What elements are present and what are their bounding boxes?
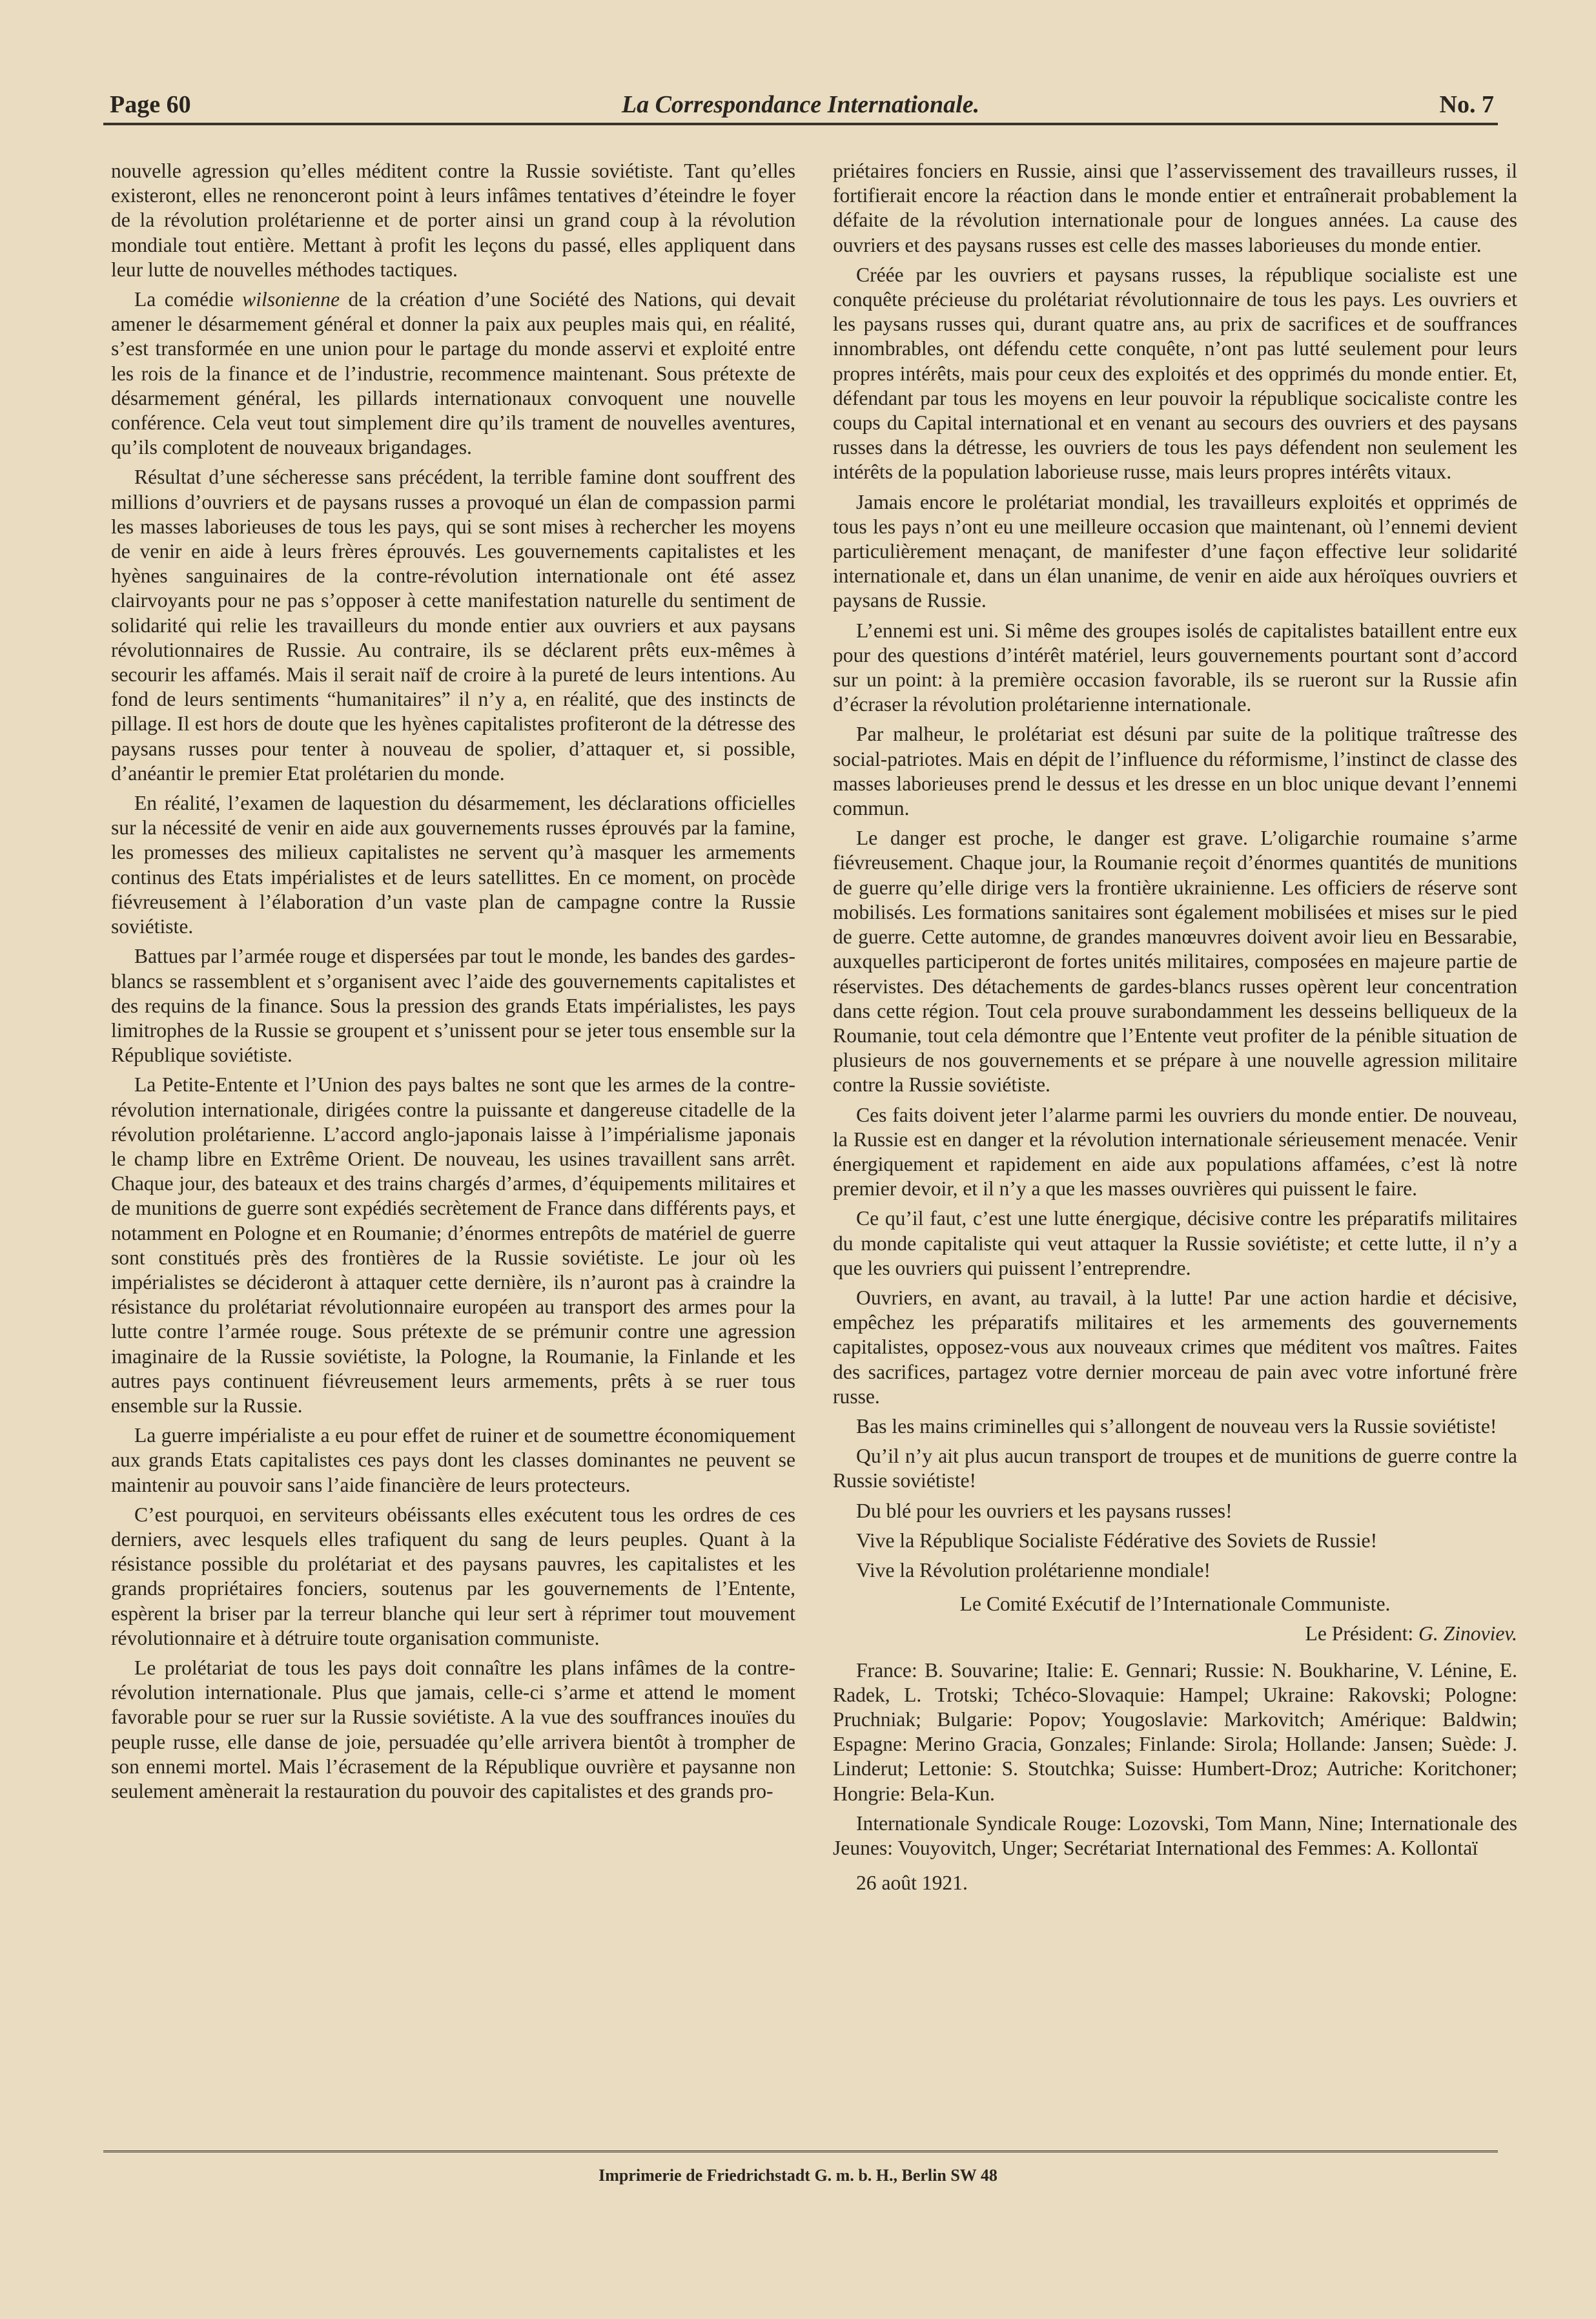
slogan: Bas les mains criminelles qui s’allongent de nouveau vers la Russie soviétiste!: [856, 1414, 1497, 1438]
right-column: [833, 159, 1517, 2122]
slogan: Du blé pour les ouvriers et les paysans russes!: [856, 1499, 1233, 1522]
paragraph: La guerre impérialiste a eu pour effet de ruiner et de soumettre économiquement aux grands Etats capitalistes ces pays dont les classes dominantes ne peuvent se maintenir au pouvoir sans l’aide financière de leurs protecteurs.: [111, 1424, 795, 1496]
paragraph: Ouvriers, en avant, au travail, à la lutte! Par une action hardie et décisive, empêchez les préparatifs militaires et les armements des gouvernements capitalistes, opposez-vous aux nouveaux crimes que méditent vos maîtres. Faites des sacrifices, partagez votre dernier morceau de pain avec votre infortuné frère russe.: [833, 1286, 1517, 1408]
left-column: [111, 159, 795, 2122]
printer-imprint: Imprimerie de Friedrichstadt G. m. b. H., Berlin SW 48: [598, 2166, 998, 2185]
emphasis: wilsonienne: [242, 288, 340, 311]
paragraph: priétaires fonciers en Russie, ainsi que l’asservissement des travailleurs russes, il fortifierait encore la réaction dans le monde entier et entraînerait probablement la défaite de la révolution internationale pour de longues années. La cause des ouvriers et des paysans russes est celle des masses laborieuses du monde entier.: [833, 160, 1517, 256]
paragraph: La comédie wilsonienne de la création d’une Société des Nations, qui devait amener le désarmement général et donner la paix aux peuples mais qui, en réalité, s’est transformée en une union pour le partage du monde asservi et exploité entre les rois de la finance et de l’industrie, recommence maintenant. Sous prétexte de désarmement général, les pillards internationaux convoquent une nouvelle conférence. Cela veut tout simplement dire qu’ils trament de nouvelles aventures, qu’ils complotent de nouveaux brigandages.: [111, 288, 795, 459]
slogan: Vive la Révolution prolétarienne mondiale!: [856, 1558, 1211, 1582]
paragraph: Le danger est proche, le danger est grave. L’oligarchie roumaine s’arme fiévreusement. Chaque jour, la Roumanie reçoit d’énormes quantités de munitions de guerre qu’elle dirige vers la frontière ukrainienne. Les officiers de réserve sont mobilisés. Les formations sanitaires sont également mobilisées et mises sur le pied de guerre. Cette automne, de grandes manœuvres doivent avoir lieu en Bessarabie, auxquelles participeront de fortes unités militaires, composées en majeure partie de réservistes. Des détachements de gardes-blancs russes opèrent leur concentration dans cette région. Tout cela prouve surabondamment les desseins belliqueux de la Roumanie, tout cela démontre que l’Entente veut profiter de la pénible situation de plusieurs de nos gouvernements et se prépare à une nouvelle agression militaire contre la Russie soviétiste.: [833, 827, 1517, 1097]
paragraph: En réalité, l’examen de laquestion du désarmement, les déclarations officielles sur la nécessité de venir en aide aux gouvernements russes éprouvés par la famine, les promesses des milieux capitalistes ne servent qu’à masquer les armements continus des Etats impérialistes et de leurs satellittes. En ce moment, on procède fiévreusement à l’élaboration d’un vaste plan de campagne contre la Russie soviétiste.: [111, 792, 795, 938]
president-line: Le Président: G. Zinoviev.: [1305, 1622, 1517, 1645]
issue-number: No. 7: [1439, 91, 1494, 118]
paragraph: Jamais encore le prolétariat mondial, les travailleurs exploités et opprimés de tous les pays n’ont eu une meilleure occasion que maintenant, où l’ennemi devient particulièrement menaçant, de manifester d’une façon effective leur solidarité internationale et, dans un élan unanime, de venir en aide aux héroïques ouvriers et paysans de Russie.: [833, 490, 1517, 612]
president-name: G. Zinoviev.: [1418, 1622, 1517, 1645]
publication-title: La Correspondance Internationale.: [621, 91, 980, 118]
slogan: Vive la République Socialiste Fédérative des Soviets de Russie!: [856, 1529, 1378, 1552]
footer-divider: [103, 2150, 1498, 2152]
paragraph: Le prolétariat de tous les pays doit connaître les plans infâmes de la contre-révolution internationale. Plus que jamais, celle-ci s’arme et attend le moment favorable pour se ruer sur la Russie soviétiste. A la vue des souffrances inouïes du peuple russe, elle danse de joie, persuadée qu’elle arrivera bientôt à trompher de son ennemi mortel. Mais l’écrasement de la République ouvrière et paysanne non seulement amènerait la restauration du pouvoir des capitalistes et des grands pro-: [111, 1656, 795, 1802]
slogan: Qu’il n’y ait plus aucun transport de troupes et de munitions de guerre contre la Russie soviétiste!: [833, 1445, 1517, 1492]
paragraph: Résultat d’une sécheresse sans précédent, la terrible famine dont souffrent des millions d’ouvriers et de paysans russes a provoqué un élan de compassion parmi les masses laborieuses de tous les pays, qui se sont mises à rechercher les moyens de venir en aide à leurs frères éprouvés. Les gouvernements capitalistes et les hyènes sanguinaires de la contre-révolution internationale ont été assez clairvoyants pour ne pas s’opposer à cette manifestation naturelle du sentiment de solidarité qui relie les travailleurs du monde entier aux ouvriers et aux paysans révolutionnaires de Russie. Au contraire, ils se déclarent prêts eux-mêmes à secourir les affamés. Mais il serait naïf de croire à la pureté de leurs intentions. Au fond de leurs sentiments “humanitaires” il n’y a, en réalité, que des instincts de pillage. Il est hors de doute que les hyènes capitalistes profiteront de la détresse des paysans russes pour tenter à nouveau de spolier, d’attaquer et, si possible, d’anéantir le premier Etat prolétarien du monde.: [111, 466, 795, 785]
paragraph: C’est pourquoi, en serviteurs obéissants elles exécutent tous les ordres de ces derniers, avec lesquels elles trafiquent du sang de leurs peuples. Quant à la résistance possible du prolétariat et des paysans pauvres, les capitalistes et les grands propriétaires fonciers, soutenus par les gouvernements de l’Entente, espèrent la briser par la terreur blanche qui leur sert à réprimer tout mouvement révolutionnaire et à détruire toute organisation communiste.: [111, 1503, 795, 1649]
paragraph: Battues par l’armée rouge et dispersées par tout le monde, les bandes des gardes-blancs se rassemblent et s’organisent avec l’aide des gouvernements capitalistes et des requins de la finance. Sous la pression des grands Etats impérialistes, les pays limitrophes de la Russie se groupent et s’unissent pour se jeter tous ensemble sur la République soviétiste.: [111, 945, 795, 1067]
date-line: 26 août 1921.: [856, 1871, 968, 1895]
member-list: France: B. Souvarine; Italie: E. Gennari; Russie: N. Boukharine, V. Lénine, E. Radek, L. Trotski; Tchéco-Slovaquie: Hampel; Ukraine: Rakovski; Pologne: Pruchniak; Bulgarie: Popov; Yougoslavie: Markovitch; Amérique: Baldwin; Espagne: Merino Gracia, Gonzales; Finlande: Sirola; Hollande: Jansen; Suède: J. Linderut; Lettonie: S. Stoutchka; Suisse: Humbert-Droz; Autriche: Koritchoner; Hongrie: Bela-Kun.: [833, 1658, 1517, 1805]
page-header: [103, 85, 1498, 125]
syndicale-list: Internationale Syndicale Rouge: Lozovski, Tom Mann, Nine; Internationale des Jeunes: Vouyovitch, Unger; Secrétariat International des Femmes: A. Kollontaï: [833, 1811, 1517, 1859]
paragraph: Ces faits doivent jeter l’alarme parmi les ouvriers du monde entier. De nouveau, la Russie est en danger et la révolution internationale sérieusement menacée. Venir énergiquement et rapidement en aide aux populations affamées, c’est là notre premier devoir, et il n’y a que les masses ouvrières qui puissent le faire.: [833, 1103, 1517, 1201]
paragraph: Créée par les ouvriers et paysans russes, la république socialiste est une conquête précieuse du prolétariat révolutionnaire de tous les pays. Les ouvriers et les paysans russes qui, durant quatre ans, au prix de sacrifices et de souffrances innombrables, ont défendu cette conquête, n’ont pas lutté seulement pour leurs propres intérêts, mais pour ceux des exploités et des opprimés du monde entier. Et, défendant par tous les moyens en leur pouvoir la république socicaliste contre les coups du Capital international et en venant au secours des ouvriers et des paysans russes dans la détresse, les ouvriers de tous les pays défendent non seulement les intérêts de la population laborieuse russe, mais leurs propres intérêts vitaux.: [833, 263, 1517, 484]
paragraph: Par malheur, le prolétariat est désuni par suite de la politique traîtresse des social-patriotes. Mais en dépit de l’influence du réformisme, l’instinct de classe des masses laborieuses prend le dessus et les dresse en un bloc unique devant l’ennemi commun.: [833, 723, 1517, 820]
paragraph: La Petite-Entente et l’Union des pays baltes ne sont que les armes de la contre-révolution internationale, dirigées contre la puissante et dangereuse citadelle de la révolution prolétarienne. L’accord anglo-japonais laisse à l’impérialisme japonais le champ libre en Extrême Orient. De nouveau, les usines travaillent sans arrêt. Chaque jour, des bateaux et des trains chargés d’armes, d’équipements militaires et de munitions de guerre sont expédiés secrètement de France dans différents pays, et notamment en Pologne et en Roumanie; d’énormes entrepôts de matériel de guerre sont constitués près des frontières de la Russie soviétiste. Le jour où les impérialistes se décideront à attaquer cette dernière, ils n’auront pas à craindre la résistance du prolétariat révolutionnaire européen au transport des armes pour la lutte contre l’armée rouge. Sous prétexte de se prémunir contre une agression imaginaire de la Russie soviétiste, la Pologne, la Roumanie, la Finlande et les autres pays continuent fiévreusement leurs armements, prêts à se ruer tous ensemble sur la Russie.: [111, 1073, 795, 1417]
page-number: Page 60: [110, 91, 191, 118]
paragraph: Ce qu’il faut, c’est une lutte énergique, décisive contre les préparatifs militaires du monde capitaliste qui veut attaquer la Russie soviétiste; et cette lutte, il n’y a que les ouvriers qui puissent l’entreprendre.: [833, 1207, 1517, 1279]
paragraph: nouvelle agression qu’elles méditent contre la Russie soviétiste. Tant qu’elles existeront, elles ne renonceront point à leurs infâmes tentatives d’éteindre le foyer de la révolution prolétarienne et de porter ainsi un grand coup à la révolution mondiale tout entière. Mettant à profit les leçons du passé, elles appliquent dans leur lutte de nouvelles méthodes tactiques.: [111, 160, 795, 281]
paragraph: L’ennemi est uni. Si même des groupes isolés de capitalistes bataillent entre eux pour des questions d’intérêt matériel, leurs gouvernements pourtant sont d’accord sur un point: à la première occasion favorable, ils se rueront sur la Russie afin d’écraser la révolution prolétarienne internationale.: [833, 619, 1517, 716]
committee-signature: Le Comité Exécutif de l’Internationale Communiste.: [959, 1592, 1391, 1616]
